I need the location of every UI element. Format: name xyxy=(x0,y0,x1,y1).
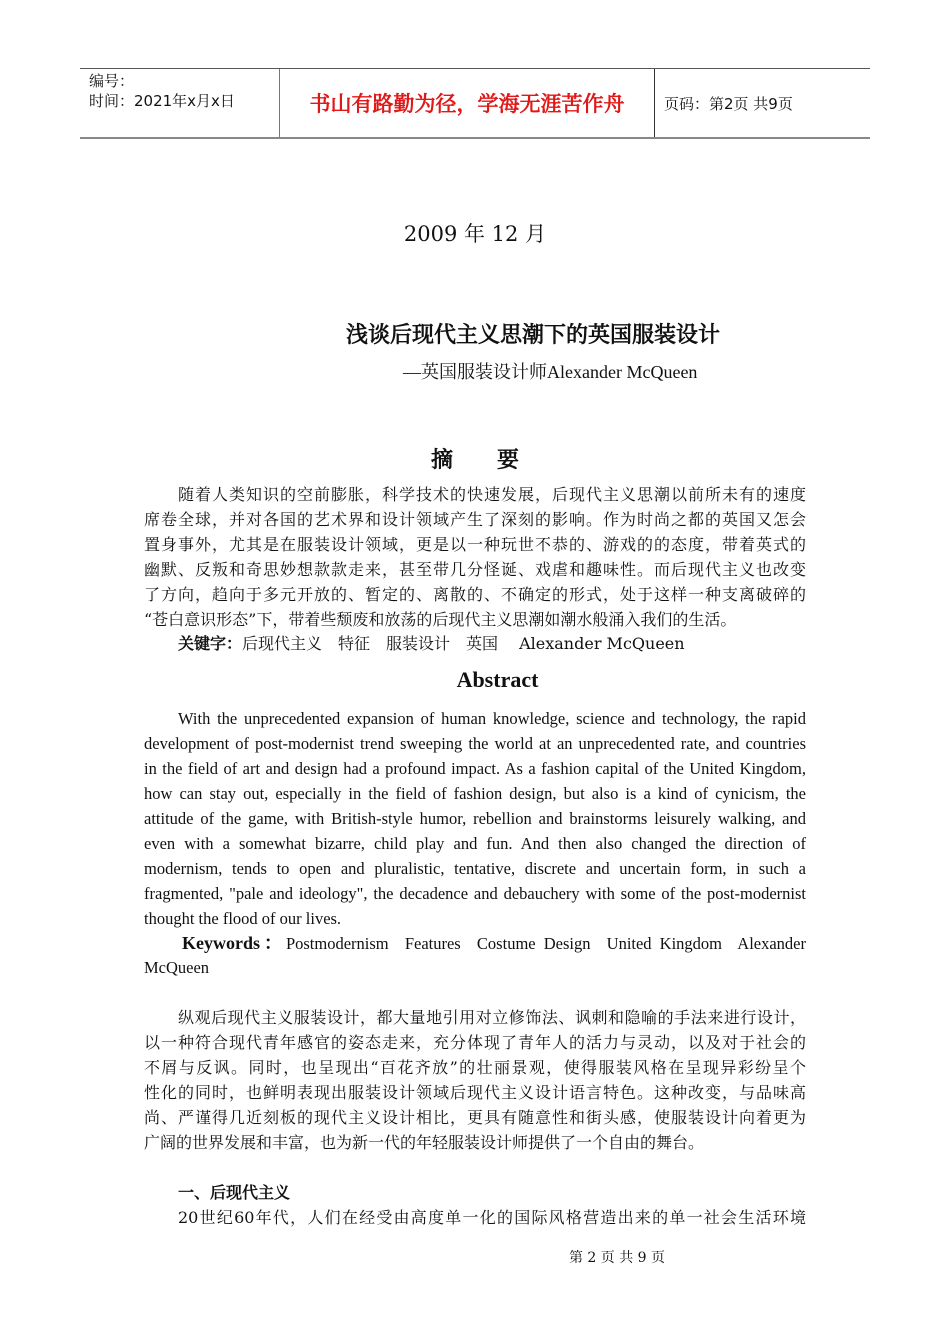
text-line: thought the flood of our lives. xyxy=(144,909,342,928)
time-label: 时间：2021年x月x日 xyxy=(89,92,235,110)
text-line: development of post-modernist trend sweeping the world at an unprecedented rate, and countries xyxy=(144,734,806,753)
abstract-en-keywords-cont: McQueen xyxy=(144,958,210,977)
text-line: 置身事外，尤其是在服装设计领域，更是以一种玩世不恭的、游戏的的态度，带着英式的 xyxy=(144,535,806,554)
document-title: 浅谈后现代主义思潮下的英国服装设计 xyxy=(346,323,721,348)
document-date: 2009 年 12 月 xyxy=(403,222,547,246)
page-footer: 第 2 页 共 9 页 xyxy=(568,1250,666,1266)
abstract-en-heading: Abstract xyxy=(456,667,539,692)
text-line: how can stay out, especially in the field of fashion design, but also is a kind of cynicism, the xyxy=(144,784,806,803)
page-header xyxy=(80,68,870,139)
text-line: attitude of the game, with British-style humor, rebellion and brainstorms leisurely walking, and xyxy=(144,809,806,828)
number-label: 编号： xyxy=(89,72,135,90)
text-line: fragmented, "pale and ideology", the decadence and debauchery with some of the post-modernist xyxy=(144,884,806,903)
text-line: in the field of art and design had a profound impact. As a fashion capital of the United Kingdom, xyxy=(144,759,806,778)
abstract-cn-keywords xyxy=(178,631,806,656)
abstract-cn-heading: 摘 要 xyxy=(430,448,519,473)
keywords-value: 后现代主义 特征 服装设计 英国 Alexander McQueen xyxy=(242,634,685,653)
text-line: 尚、严谨得几近刻板的现代主义设计相比，更具有随意性和街头感，使服装设计向着更为 xyxy=(144,1108,806,1127)
text-line: 幽默、反叛和奇思妙想款款走来，甚至带几分怪诞、戏虐和趣味性。而后现代主义也改变 xyxy=(144,560,806,579)
header-motto: 书山有路勤为径，学海无涯苦作舟 xyxy=(280,69,655,137)
text-line: “苍白意识形态”下，带着些颓废和放荡的后现代主义思潮如潮水般涌入我们的生活。 xyxy=(144,610,737,629)
text-line: 了方向，趋向于多元开放的、暂定的、离散的、不确定的形式，处于这样一种支离破碎的 xyxy=(144,585,806,604)
text-line: modernism, tends to open and pluralistic, tentative, discrete and uncertain form, in such a xyxy=(144,859,806,878)
keywords-label: 关键字： xyxy=(178,634,243,653)
keywords-en-label: Keywords： xyxy=(182,933,286,953)
text-line: 席卷全球，并对各国的艺术界和设计领域产生了深刻的影响。作为时尚之都的英国又怎会 xyxy=(144,510,806,529)
text-line: 纵观后现代主义服装设计，都大量地引用对立修饰法、讽刺和隐喻的手法来进行设计， xyxy=(178,1008,806,1027)
header-page-info: 页码：第2页 共9页 xyxy=(664,95,793,113)
text-line: With the unprecedented expansion of human knowledge, science and technology, the rapid xyxy=(178,709,806,728)
section-1-text: 20世纪60年代，人们在经受由高度单一化的国际风格营造出来的单一社会生活环境 xyxy=(178,1208,806,1227)
text-line: 随着人类知识的空前膨胀，科学技术的快速发展，后现代主义思潮以前所未有的速度 xyxy=(178,485,806,504)
keywords-en-value: Postmodernism Features Costume Design United Kingdom Alexander xyxy=(285,934,806,953)
document-subtitle: —英国服装设计师Alexander McQueen xyxy=(403,362,698,382)
text-line: 性化的同时，也鲜明表现出服装设计领域后现代主义设计语言特色。这种改变，与品味高 xyxy=(144,1083,806,1102)
text-line: 以一种符合现代青年感官的姿态走来，充分体现了青年人的活力与灵动，以及对于社会的 xyxy=(144,1033,806,1052)
abstract-en-keywords xyxy=(182,931,806,956)
text-line: even with a somewhat bizarre, child play and fun. And then also changed the direction of xyxy=(144,834,806,853)
section-1-heading: 一、后现代主义 xyxy=(178,1183,291,1202)
text-line: 广阔的世界发展和丰富，也为新一代的年轻服装设计师提供了一个自由的舞台。 xyxy=(144,1133,705,1152)
header-meta xyxy=(80,69,280,137)
text-line: 不屑与反讽。同时，也呈现出“百花齐放”的壮丽景观，使得服装风格在呈现异彩纷呈个 xyxy=(144,1058,806,1077)
